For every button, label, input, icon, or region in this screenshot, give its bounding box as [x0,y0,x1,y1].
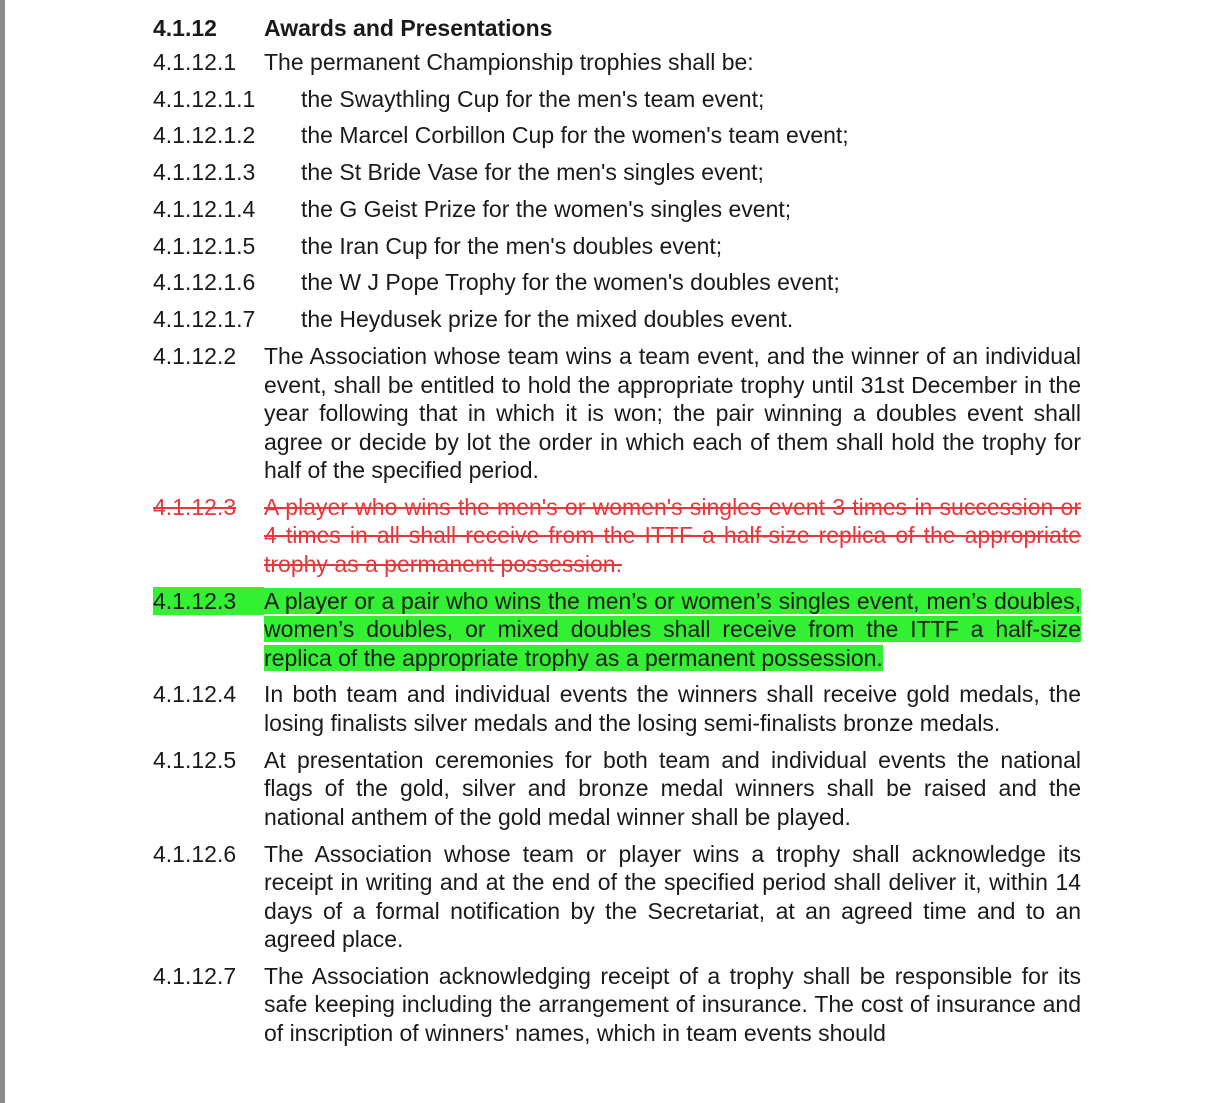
section-title: Awards and Presentations [264,15,553,41]
clause-text: The Association acknowledging receipt of a trophy shall be responsible for its safe keeping including the arrangement of insurance. The cost of insurance and of inscription of winners' names, which in team events should [264,962,1081,1046]
clause-text: At presentation ceremonies for both team and individual events the national flags of the gold, silver and bronze medal winners shall be raised and the national anthem of the gold medal winner shall be played. [264,746,1081,830]
clause-text: The permanent Championship trophies shall be: [264,49,754,75]
trophy-text: the Marcel Corbillon Cup for the women's team event; [301,122,849,149]
clause-number-highlighted: 4.1.12.3 [153,587,264,616]
trophy-number: 4.1.12.1.6 [153,269,256,296]
trophy-number: 4.1.12.1.4 [153,195,256,222]
trophy-number: 4.1.12.1.2 [153,122,256,149]
clause-text: The Association whose team wins a team event, and the winner of an individual event, shall be entitled to hold the appropriate trophy until 31st December in the year following that in which it is won; the pair winning a doubles event shall agree or decide by lot the order in which each of them shall hold the trophy for half of the specified period. [264,343,1081,484]
clause-number: 4.1.12.3 [153,493,237,520]
left-edge-bar [0,0,5,1103]
clause-4-1-12-4 [153,680,1081,737]
clause-text: In both team and individual events the winners shall receive gold medals, the losing finalists silver medals and the losing semi-finalists bronze medals. [264,681,1081,736]
trophy-item [153,305,1081,334]
inserted-clause-4-1-12-3 [153,587,1081,673]
trophy-item [153,158,1081,187]
trophy-number: 4.1.12.1.1 [153,85,256,112]
trophy-number: 4.1.12.1.5 [153,232,256,259]
clause-4-1-12-7 [153,962,1081,1048]
deleted-clause-4-1-12-3 [153,493,1081,579]
section-heading [153,13,1081,43]
clause-number: 4.1.12.4 [153,681,237,708]
trophy-text: the Swaythling Cup for the men's team event; [301,85,765,112]
clause-text: The Association whose team or player wins a trophy shall acknowledge its receipt in writing and at the end of the specified period shall deliver it, within 14 days of a formal notification by the Secretariat, at an agreed time and to an agreed place. [264,840,1081,953]
clause-text-deleted: A player who wins the men's or women's singles event 3 times in succession or 4 times in all shall receive from the ITTF a half-size replica of the appropriate trophy as a permanent possession. [264,493,1081,577]
clause-number: 4.1.12.2 [153,343,237,370]
trophy-text: the St Bride Vase for the men's singles event; [301,159,764,186]
trophy-text: the Iran Cup for the men's doubles event; [301,232,723,259]
clause-number: 4.1.12.5 [153,746,237,773]
trophy-number: 4.1.12.1.7 [153,306,256,333]
section-number: 4.1.12 [153,15,217,41]
document-page [153,13,1081,1056]
clause-4-1-12-1 [153,48,1081,77]
clause-4-1-12-5 [153,746,1081,832]
clause-number: 4.1.12.6 [153,840,237,867]
trophy-text: the W J Pope Trophy for the women's doubles event; [301,269,840,296]
trophy-item [153,232,1081,261]
trophy-item [153,121,1081,150]
trophy-text: the Heydusek prize for the mixed doubles event. [301,306,794,333]
clause-number: 4.1.12.1 [153,49,237,75]
clause-4-1-12-6 [153,840,1081,954]
trophy-number: 4.1.12.1.3 [153,159,256,186]
clause-4-1-12-2 [153,342,1081,485]
trophy-text: the G Geist Prize for the women's singles event; [301,195,792,222]
clause-number: 4.1.12.7 [153,962,237,989]
clause-text-highlighted: A player or a pair who wins the men’s or women’s singles event, men’s doubles, women’s doubles, or mixed doubles shall receive from the ITTF a half-size replica of the appropriate trophy as a permanent possession. [264,587,1081,671]
trophy-item [153,85,1081,114]
trophy-item [153,195,1081,224]
trophy-item [153,268,1081,297]
